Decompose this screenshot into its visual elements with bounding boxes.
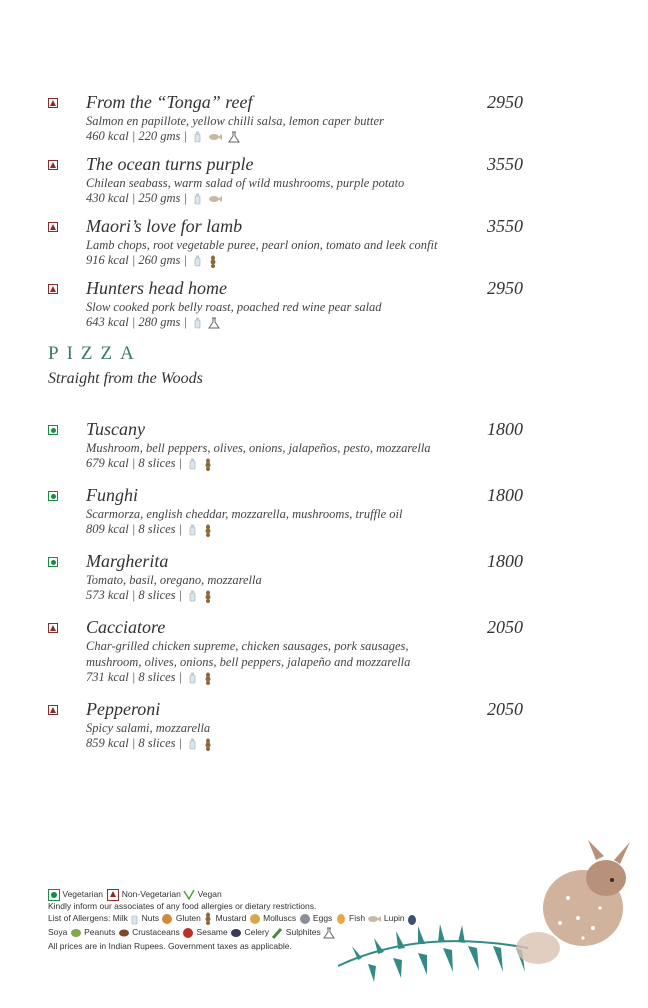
gluten-icon bbox=[203, 458, 213, 471]
item-name: Tuscany bbox=[86, 419, 146, 439]
item-name: From the “Tonga” reef bbox=[86, 92, 253, 112]
item-meta: 643 kcal | 280 gms | bbox=[86, 315, 187, 329]
item-description: Char-grilled chicken supreme, chicken sausages, pork sausages, mushroom, olives, onions, bell peppers, jalapeño and mozzarella bbox=[86, 639, 411, 669]
vegan-icon bbox=[183, 889, 195, 900]
item-meta: 573 kcal | 8 slices | bbox=[86, 588, 183, 602]
item-price: 1800 bbox=[487, 551, 523, 571]
item-description: Mushroom, bell peppers, olives, onions, jalapeños, pesto, mozzarella bbox=[86, 441, 431, 455]
item-meta: 430 kcal | 250 gms | bbox=[86, 191, 187, 205]
non-veg-marker-icon bbox=[107, 889, 119, 901]
item-price: 1800 bbox=[487, 485, 523, 505]
milk-icon bbox=[188, 524, 197, 536]
allergen-milk: Milk bbox=[112, 913, 128, 923]
lupin-icon bbox=[407, 913, 417, 925]
peanuts-icon bbox=[118, 927, 130, 939]
allergen-lupin: Lupin bbox=[383, 913, 405, 923]
item-name: Funghi bbox=[86, 485, 138, 505]
non-veg-marker-icon bbox=[48, 284, 58, 294]
allergens-label: List of Allergens: bbox=[48, 913, 111, 923]
item-price: 2050 bbox=[487, 699, 523, 719]
item-name: Maori’s love for lamb bbox=[86, 216, 243, 236]
item-description: Spicy salami, mozzarella bbox=[86, 721, 211, 735]
gluten-icon bbox=[208, 255, 218, 268]
item-description: Slow cooked pork belly roast, poached red wine pear salad bbox=[86, 300, 382, 314]
milk-icon bbox=[188, 590, 197, 602]
non-veg-marker-icon bbox=[48, 98, 58, 108]
gluten-icon bbox=[203, 524, 213, 537]
allergen-celery: Celery bbox=[244, 927, 270, 938]
item-name: Hunters head home bbox=[86, 278, 227, 298]
item-price: 2950 bbox=[487, 92, 523, 112]
item-description: Lamb chops, root vegetable puree, pearl onion, tomato and leek confit bbox=[86, 238, 438, 252]
milk-icon bbox=[193, 255, 202, 267]
eggs-icon bbox=[335, 913, 347, 925]
allergen-sesame: Sesame bbox=[196, 927, 228, 938]
veg-marker-icon bbox=[48, 491, 58, 501]
nuts-icon bbox=[161, 913, 173, 925]
mustard-icon bbox=[249, 913, 261, 925]
milk-icon bbox=[188, 458, 197, 470]
item-name: Pepperoni bbox=[86, 699, 161, 719]
item-meta: 916 kcal | 260 gms | bbox=[86, 253, 187, 267]
allergen-sulphites: Sulphites bbox=[285, 927, 321, 938]
deer-icon bbox=[516, 840, 630, 964]
milk-icon bbox=[188, 738, 197, 750]
section-title: PIZZA bbox=[48, 343, 142, 364]
sulphites-icon bbox=[323, 927, 335, 939]
veg-marker-icon bbox=[48, 425, 58, 435]
non-veg-marker-icon bbox=[48, 705, 58, 715]
sulphites-icon bbox=[228, 131, 240, 143]
celery-icon bbox=[271, 927, 283, 939]
non-veg-marker-icon bbox=[48, 160, 58, 170]
soya-icon bbox=[70, 927, 82, 939]
non-veg-marker-icon bbox=[48, 222, 58, 232]
allergen-nuts: Nuts bbox=[141, 913, 160, 923]
milk-icon bbox=[130, 913, 139, 925]
item-price: 3550 bbox=[487, 216, 523, 236]
milk-icon bbox=[188, 672, 197, 684]
item-meta: 460 kcal | 220 gms | bbox=[86, 129, 187, 143]
item-description: Tomato, basil, oregano, mozzarella bbox=[86, 573, 262, 587]
veg-marker-icon bbox=[48, 889, 60, 901]
molluscs-icon bbox=[299, 913, 311, 925]
allergen-soya: Soya bbox=[48, 927, 68, 938]
item-price: 2950 bbox=[487, 278, 523, 298]
legend-vegetarian: Vegetarian bbox=[62, 889, 104, 899]
sesame-icon bbox=[230, 927, 242, 939]
milk-icon bbox=[193, 193, 202, 205]
gluten-icon bbox=[203, 590, 213, 603]
crustaceans-icon bbox=[182, 927, 194, 939]
allergen-crustaceans: Crustaceans bbox=[132, 927, 180, 938]
fish-icon bbox=[367, 914, 381, 924]
milk-icon bbox=[193, 131, 202, 143]
item-name: The ocean turns purple bbox=[86, 154, 254, 174]
item-description: Salmon en papillote, yellow chilli salsa, lemon caper butter bbox=[86, 114, 384, 128]
gluten-icon bbox=[203, 912, 213, 925]
fish-icon bbox=[208, 194, 222, 204]
allergen-fish: Fish bbox=[349, 913, 366, 923]
section-subtitle: Straight from the Woods bbox=[48, 370, 203, 387]
item-meta: 809 kcal | 8 slices | bbox=[86, 522, 183, 536]
allergy-notice: Kindly inform our associates of any food allergies or dietary restrictions. bbox=[48, 901, 317, 911]
item-meta: 859 kcal | 8 slices | bbox=[86, 736, 183, 750]
allergen-eggs: Eggs bbox=[312, 913, 333, 923]
non-veg-marker-icon bbox=[48, 623, 58, 633]
price-notice: All prices are in Indian Rupees. Government taxes as applicable. bbox=[48, 941, 292, 952]
allergen-molluscs: Molluscs bbox=[263, 913, 297, 923]
item-description: Scarmorza, english cheddar, mozzarella, mushrooms, truffle oil bbox=[86, 507, 403, 521]
item-description: Chilean seabass, warm salad of wild mushrooms, purple potato bbox=[86, 176, 405, 190]
item-name: Cacciatore bbox=[86, 617, 166, 637]
sulphites-icon bbox=[208, 317, 220, 329]
allergen-peanuts: Peanuts bbox=[84, 927, 116, 938]
item-price: 1800 bbox=[487, 419, 523, 439]
allergen-legend bbox=[48, 887, 448, 953]
legend-non-vegetarian: Non-Vegetarian bbox=[121, 889, 181, 899]
allergen-mustard: Mustard bbox=[215, 913, 247, 923]
legend-vegan: Vegan bbox=[197, 889, 222, 899]
allergen-gluten: Gluten bbox=[175, 913, 201, 923]
item-price: 2050 bbox=[487, 617, 523, 637]
item-price: 3550 bbox=[487, 154, 523, 174]
gluten-icon bbox=[203, 672, 213, 685]
gluten-icon bbox=[203, 738, 213, 751]
item-meta: 679 kcal | 8 slices | bbox=[86, 456, 183, 470]
item-meta: 731 kcal | 8 slices | bbox=[86, 670, 183, 684]
milk-icon bbox=[193, 317, 202, 329]
veg-marker-icon bbox=[48, 557, 58, 567]
fish-icon bbox=[208, 132, 222, 142]
item-name: Margherita bbox=[86, 551, 169, 571]
